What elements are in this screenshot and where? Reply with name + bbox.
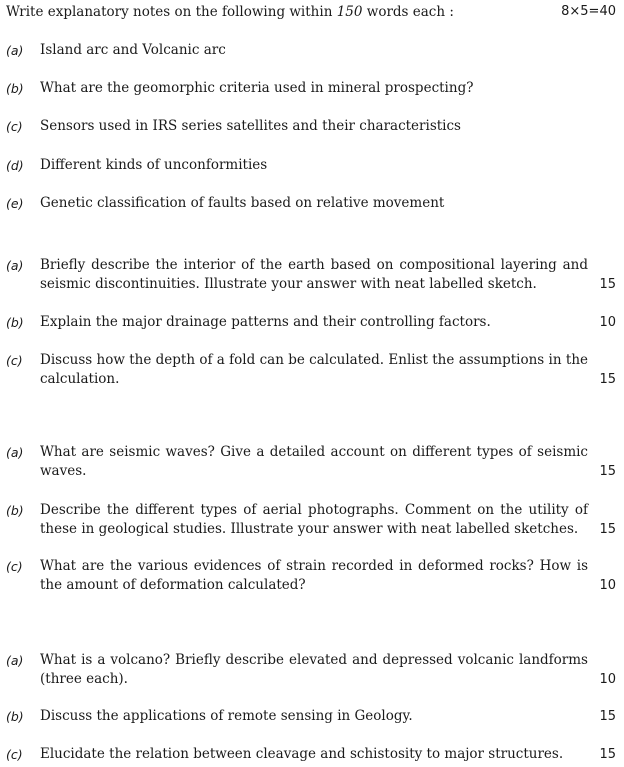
question-marks: 15: [599, 709, 616, 724]
question-marks: 15: [599, 464, 616, 479]
question-label: (b): [6, 315, 24, 330]
question-text: Elucidate the relation between cleavage and schistosity to major structures.: [40, 746, 564, 762]
question-label: (e): [6, 196, 24, 211]
question-marks: 15: [599, 522, 616, 537]
question-label: (c): [6, 119, 23, 134]
intro-word-limit: 150: [336, 4, 363, 20]
question-label: (d): [6, 158, 24, 173]
question-text: Discuss the applications of remote sensing in Geology.: [40, 708, 413, 724]
question-label: (a): [6, 653, 24, 668]
question-label: (c): [6, 559, 23, 574]
question-text: Briefly describe the interior of the earth based on compositional layering and seismic discontinuities. Illustrate your answer with neat labelled sketch.: [40, 257, 588, 292]
question-text: Discuss how the depth of a fold can be calculated. Enlist the assumptions in the calculation.: [40, 352, 588, 387]
question-label: (a): [6, 258, 24, 273]
question-text: What is a volcano? Briefly describe elevated and depressed volcanic landforms (three each).: [40, 652, 588, 687]
question-marks: 10: [599, 672, 616, 687]
question-marks: 10: [599, 315, 616, 330]
question-label: (c): [6, 353, 23, 368]
question-marks: 15: [599, 372, 616, 387]
intro-text-post: words each :: [362, 4, 454, 20]
intro-text-pre: Write explanatory notes on the following within: [6, 4, 337, 20]
question-text: Describe the different types of aerial photographs. Comment on the utility of these in geological studies. Illustrate your answer with neat labelled sketches.: [40, 502, 588, 537]
question-label: (b): [6, 81, 24, 96]
question-text: What are seismic waves? Give a detailed account on different types of seismic waves.: [40, 444, 588, 479]
question-marks: 15: [599, 747, 616, 762]
question-marks: 10: [599, 578, 616, 593]
question-text: Explain the major drainage patterns and their controlling factors.: [40, 314, 491, 330]
question-text: Sensors used in IRS series satellites and their characteristics: [40, 118, 461, 134]
question-label: (a): [6, 43, 24, 58]
question-marks: 15: [599, 277, 616, 292]
question-label: (b): [6, 709, 24, 724]
intro-instruction: [6, 2, 616, 22]
question-label: (c): [6, 747, 23, 762]
question-text: Different kinds of unconformities: [40, 157, 268, 173]
question-text: What are the various evidences of strain recorded in deformed rocks? How is the amount of deformation calculated?: [40, 558, 588, 593]
question-label: (a): [6, 445, 24, 460]
question-label: (b): [6, 503, 24, 518]
intro-marks: 8×5=40: [561, 4, 616, 19]
question-text: Genetic classification of faults based on relative movement: [40, 195, 445, 211]
question-text: Island arc and Volcanic arc: [40, 42, 226, 58]
question-text: What are the geomorphic criteria used in mineral prospecting?: [40, 80, 474, 96]
